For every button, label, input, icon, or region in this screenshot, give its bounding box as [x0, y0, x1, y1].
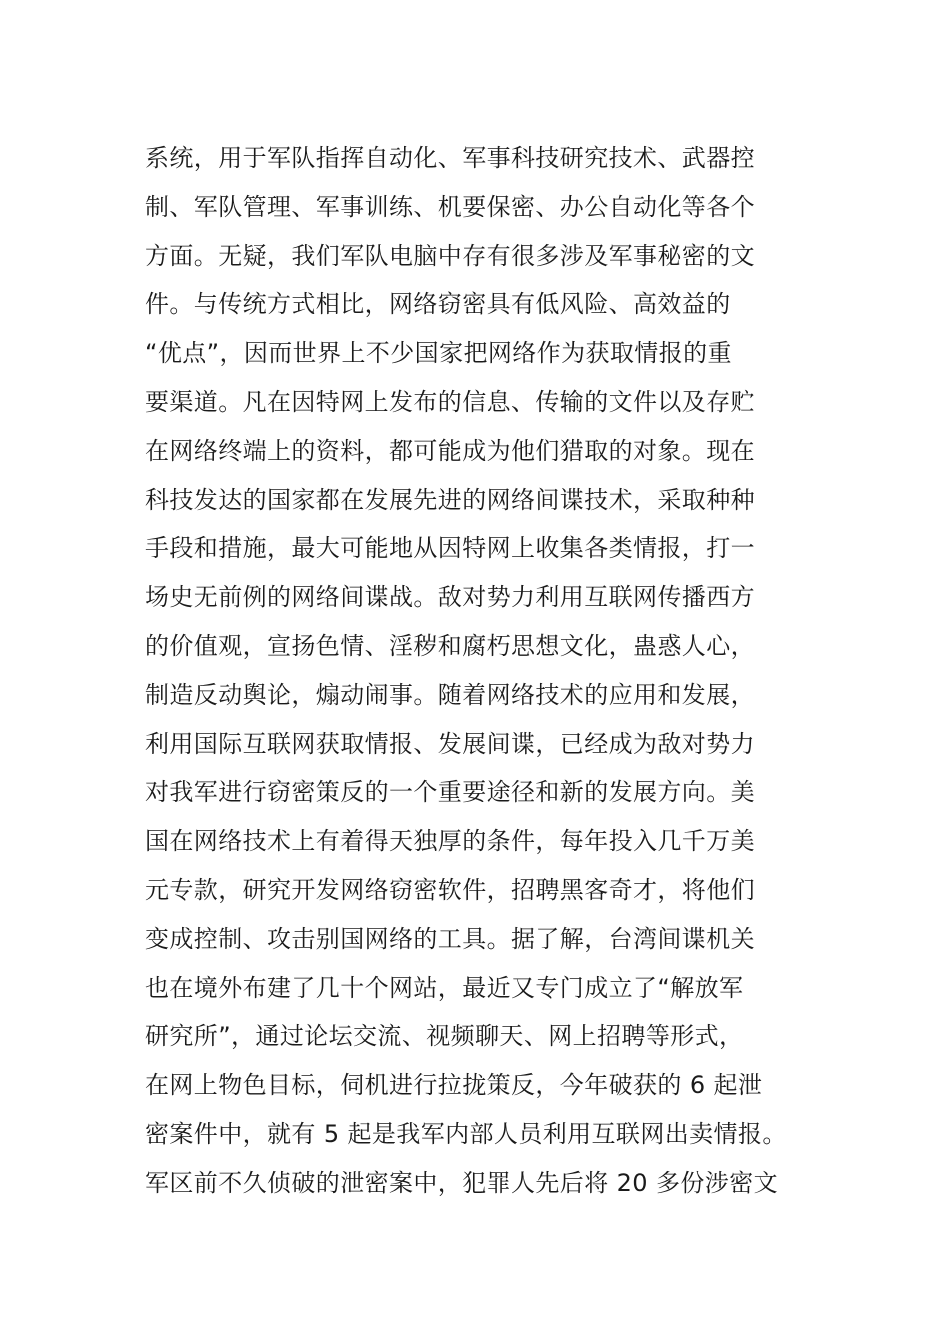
text-line: 变成控制、攻击别国网络的工具。据了解，台湾间谍机关: [145, 924, 755, 953]
text-line: 利用国际互联网获取情报、发展间谍，已经成为敌对势力: [145, 729, 755, 758]
text-line: 场史无前例的网络间谍战。敌对势力利用互联网传播西方: [145, 583, 755, 612]
text-line: 军区前不久侦破的泄密案中，犯罪人先后将 20 多份涉密文: [145, 1168, 778, 1197]
text-line: 制、军队管理、军事训练、机要保密、办公自动化等各个: [145, 192, 755, 221]
text-line: 手段和措施，最大可能地从因特网上收集各类情报，打一: [145, 534, 755, 563]
body-text: [145, 134, 835, 1208]
text-line: 也在境外布建了几十个网站，最近又专门成立了“解放军: [145, 973, 744, 1002]
text-line: 对我军进行窃密策反的一个重要途径和新的发展方向。美: [145, 778, 755, 807]
text-line: 密案件中，就有 5 起是我军内部人员利用互联网出卖情报。: [145, 1119, 787, 1148]
text-line: 研究所”，通过论坛交流、视频聊天、网上招聘等形式，: [145, 1022, 744, 1051]
text-line: 方面。无疑，我们军队电脑中存有很多涉及军事秘密的文: [145, 241, 755, 270]
text-line: 系统，用于军队指挥自动化、军事科技研究技术、武器控: [145, 144, 755, 172]
text-line: 在网络终端上的资料，都可能成为他们猎取的对象。现在: [145, 436, 755, 465]
text-line: 要渠道。凡在因特网上发布的信息、传输的文件以及存贮: [145, 387, 755, 416]
text-line: 件。与传统方式相比，网络窃密具有低风险、高效益的: [145, 290, 731, 319]
text-line: 国在网络技术上有着得天独厚的条件，每年投入几千万美: [145, 827, 755, 856]
text-line: 在网上物色目标，伺机进行拉拢策反，今年破获的 6 起泄: [145, 1071, 763, 1100]
text-line: 元专款，研究开发网络窃密软件，招聘黑客奇才，将他们: [145, 875, 755, 904]
text-line: 科技发达的国家都在发展先进的网络间谍技术，采取种种: [145, 485, 755, 514]
text-line: “优点”，因而世界上不少国家把网络作为获取情报的重: [145, 339, 732, 368]
text-line: 的价值观，宣扬色情、淫秽和腐朽思想文化，蛊惑人心，: [145, 631, 755, 660]
text-line: 制造反动舆论，煽动闹事。随着网络技术的应用和发展，: [145, 680, 755, 709]
